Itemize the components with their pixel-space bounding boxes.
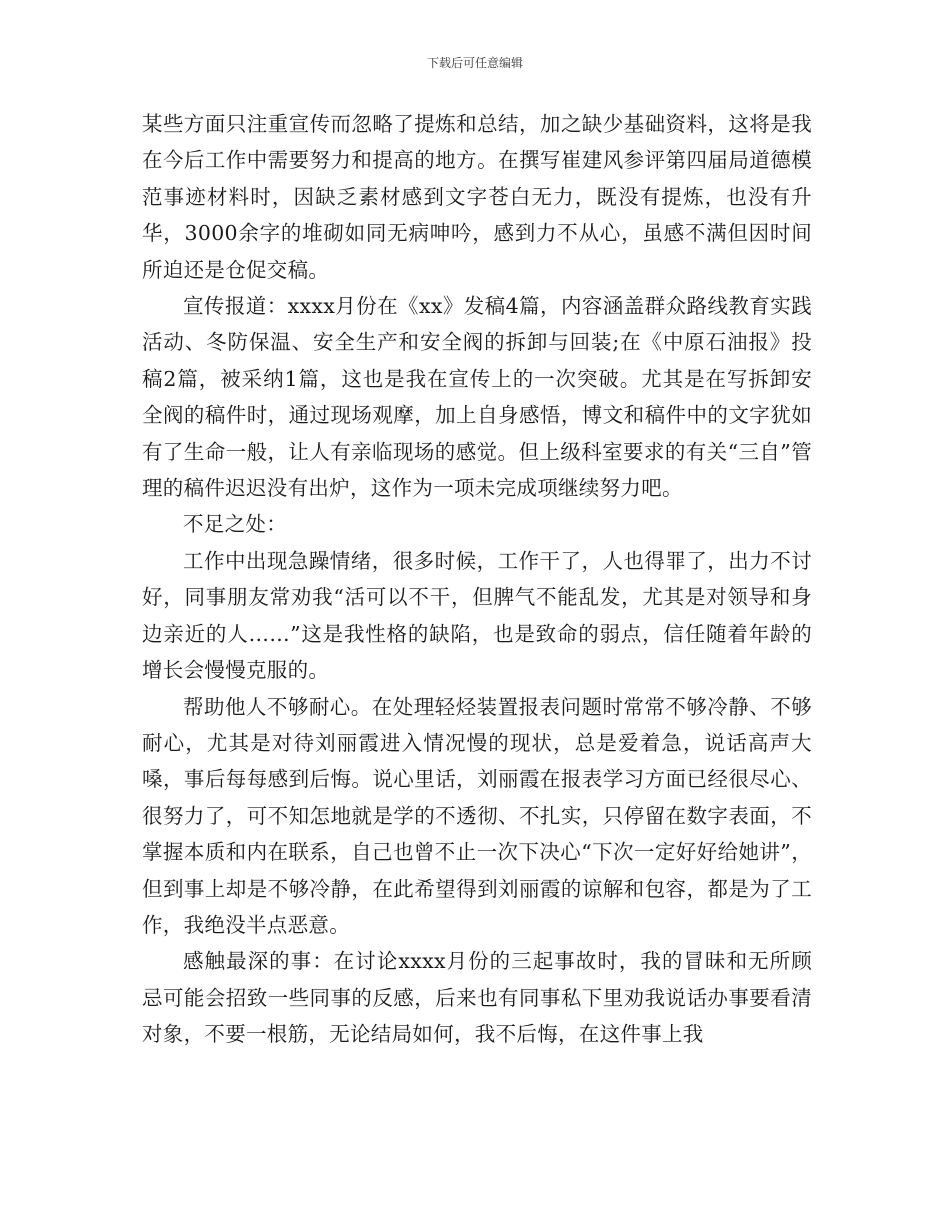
section-heading-shortcomings: 不足之处： <box>183 512 287 537</box>
paragraph-helping-others: 帮助他人不够耐心。在处理轻烃装置报表问题时常常不够冷静、不够耐心，尤其是对待刘丽霞进入情况慢的现状，总是爱着急，说话高声大嗓，事后每每感到后悔。说心里话，刘丽霞在报表学习方面已经很尽心、很努力了，可不知怎地就是学的不透彻、不扎实，只停留在数字表面，不掌握本质和内在联系，自己也曾不止一次下决心“下次一定好好给她讲”，但到事上却是不够冷静，在此希望得到刘丽霞的谅解和包容，都是为了工作，我绝没半点恶意。 <box>142 694 812 937</box>
document-body <box>142 106 812 1053</box>
paragraph-deepest-impression: 感触最深的事：在讨论xxxx月份的三起事故时，我的冒昧和无所顾忌可能会招致一些同事的反感，后来也有同事私下里劝我说话办事要看清对象，不要一根筋，无论结局如何，我不后悔，在这件事上我 <box>142 949 812 1047</box>
paragraph-continuation: 某些方面只注重宣传而忽略了提炼和总结，加之缺少基础资料，这将是我在今后工作中需要努力和提高的地方。在撰写崔建风参评第四届局道德模范事迹材料时，因缺乏素材感到文字苍白无力，既没有提炼，也没有升华，3000余字的堆砌如同无病呻吟，感到力不从心，虽感不满但因时间所迫还是仓促交稿。 <box>142 112 812 282</box>
paragraph-publicity-report: 宣传报道：xxxx月份在《xx》发稿4篇，内容涵盖群众路线教育实践活动、冬防保温、安全生产和安全阀的拆卸与回装;在《中原石油报》投稿2篇，被采纳1篇，这也是我在宣传上的一次突破。尤其是在写拆卸安全阀的稿件时，通过现场观摩，加上自身感悟，博文和稿件中的文字犹如有了生命一般，让人有亲临现场的感觉。但上级科室要求的有关“三自”管理的稿件迟迟没有出炉，这作为一项未完成项继续努力吧。 <box>142 294 812 501</box>
paragraph-impatience: 工作中出现急躁情绪，很多时候，工作干了，人也得罪了，出力不讨好，同事朋友常劝我“活可以不干，但脾气不能乱发，尤其是对领导和身边亲近的人……”这是我性格的缺陷，也是致命的弱点，信任随着年龄的增长会慢慢克服的。 <box>142 548 812 683</box>
page-header: 下载后可任意编辑 <box>426 56 523 70</box>
